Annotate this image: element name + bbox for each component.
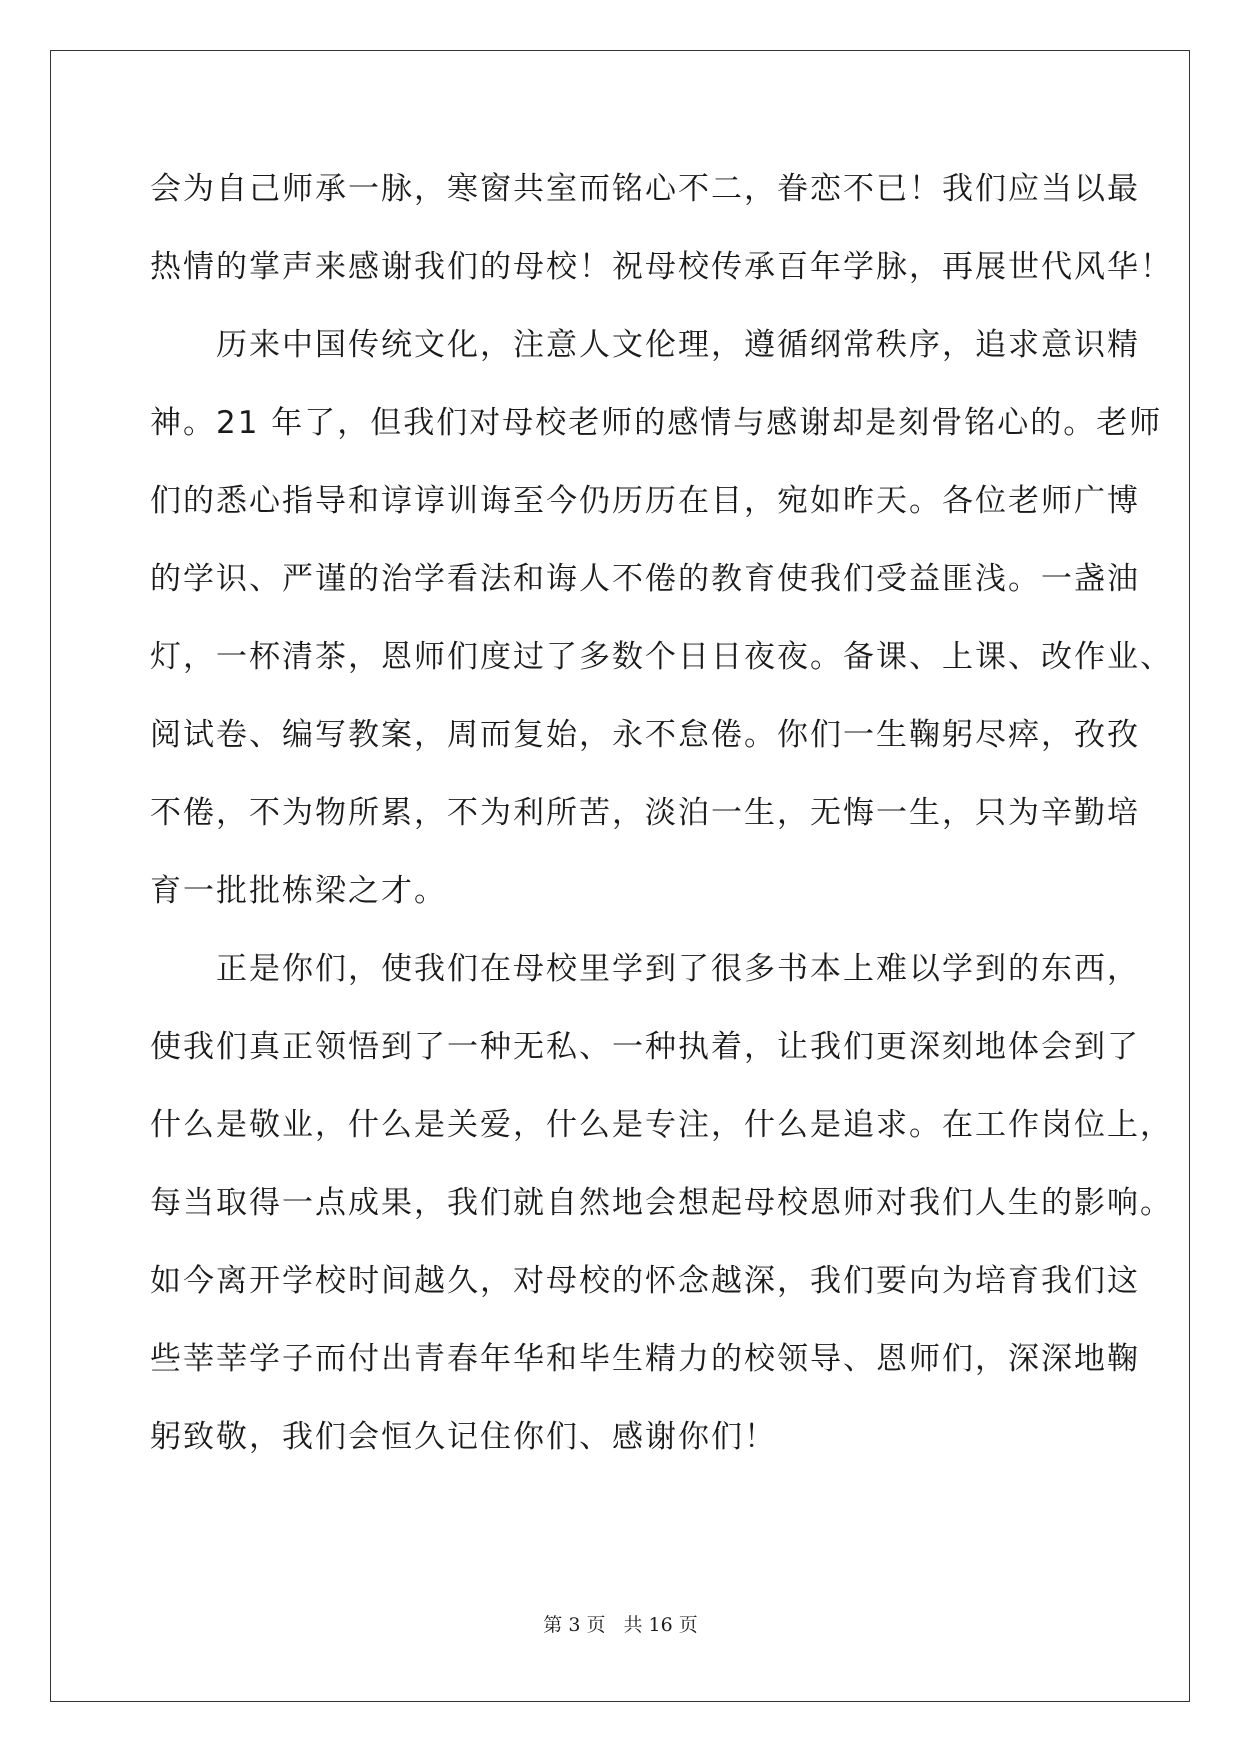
paragraph-1 xyxy=(150,150,1173,306)
text-line: 热情的掌声来感谢我们的母校！祝母校传承百年学脉，再展世代风华！ xyxy=(150,249,1173,285)
text-line: 们的悉心指导和谆谆训诲至今仍历历在目，宛如昨天。各位老师广博 xyxy=(150,483,1140,519)
text-line: 灯，一杯清茶，恩师们度过了多数个日日夜夜。备课、上课、改作业、 xyxy=(150,639,1173,675)
document-body xyxy=(150,150,1173,1476)
text-line: 正是你们，使我们在母校里学到了很多书本上难以学到的东西， xyxy=(216,951,1140,987)
text-line: 历来中国传统文化，注意人文伦理，遵循纲常秩序，追求意识精 xyxy=(216,327,1140,363)
text-line: 会为自己师承一脉，寒窗共室而铭心不二，眷恋不已！我们应当以最 xyxy=(150,171,1140,207)
text-line: 每当取得一点成果，我们就自然地会想起母校恩师对我们人生的影响。 xyxy=(150,1185,1173,1221)
paragraph-3 xyxy=(150,930,1173,1476)
text-line: 如今离开学校时间越久，对母校的怀念越深，我们要向为培育我们这 xyxy=(150,1263,1140,1299)
text-line: 神。21 年了，但我们对母校老师的感情与感谢却是刻骨铭心的。老师 xyxy=(150,405,1163,441)
text-line: 使我们真正领悟到了一种无私、一种执着，让我们更深刻地体会到了 xyxy=(150,1029,1140,1065)
page-footer xyxy=(0,1610,1241,1637)
text-line: 什么是敬业，什么是关爱，什么是专注，什么是追求。在工作岗位上， xyxy=(150,1107,1173,1143)
text-line: 育一批批栋梁之才。 xyxy=(150,873,447,909)
text-line: 阅试卷、编写教案，周而复始，永不怠倦。你们一生鞠躬尽瘁，孜孜 xyxy=(150,717,1140,753)
paragraph-2 xyxy=(150,306,1173,930)
text-line: 躬致敬，我们会恒久记住你们、感谢你们！ xyxy=(150,1419,777,1455)
text-line: 不倦，不为物所累，不为利所苦，淡泊一生，无悔一生，只为辛勤培 xyxy=(150,795,1140,831)
total-pages: 共 16 页 xyxy=(623,1614,698,1636)
text-line: 的学识、严谨的治学看法和诲人不倦的教育使我们受益匪浅。一盏油 xyxy=(150,561,1140,597)
text-line: 些莘莘学子而付出青春年华和毕生精力的校领导、恩师们，深深地鞠 xyxy=(150,1341,1140,1377)
page-number: 第 3 页 xyxy=(543,1614,606,1636)
